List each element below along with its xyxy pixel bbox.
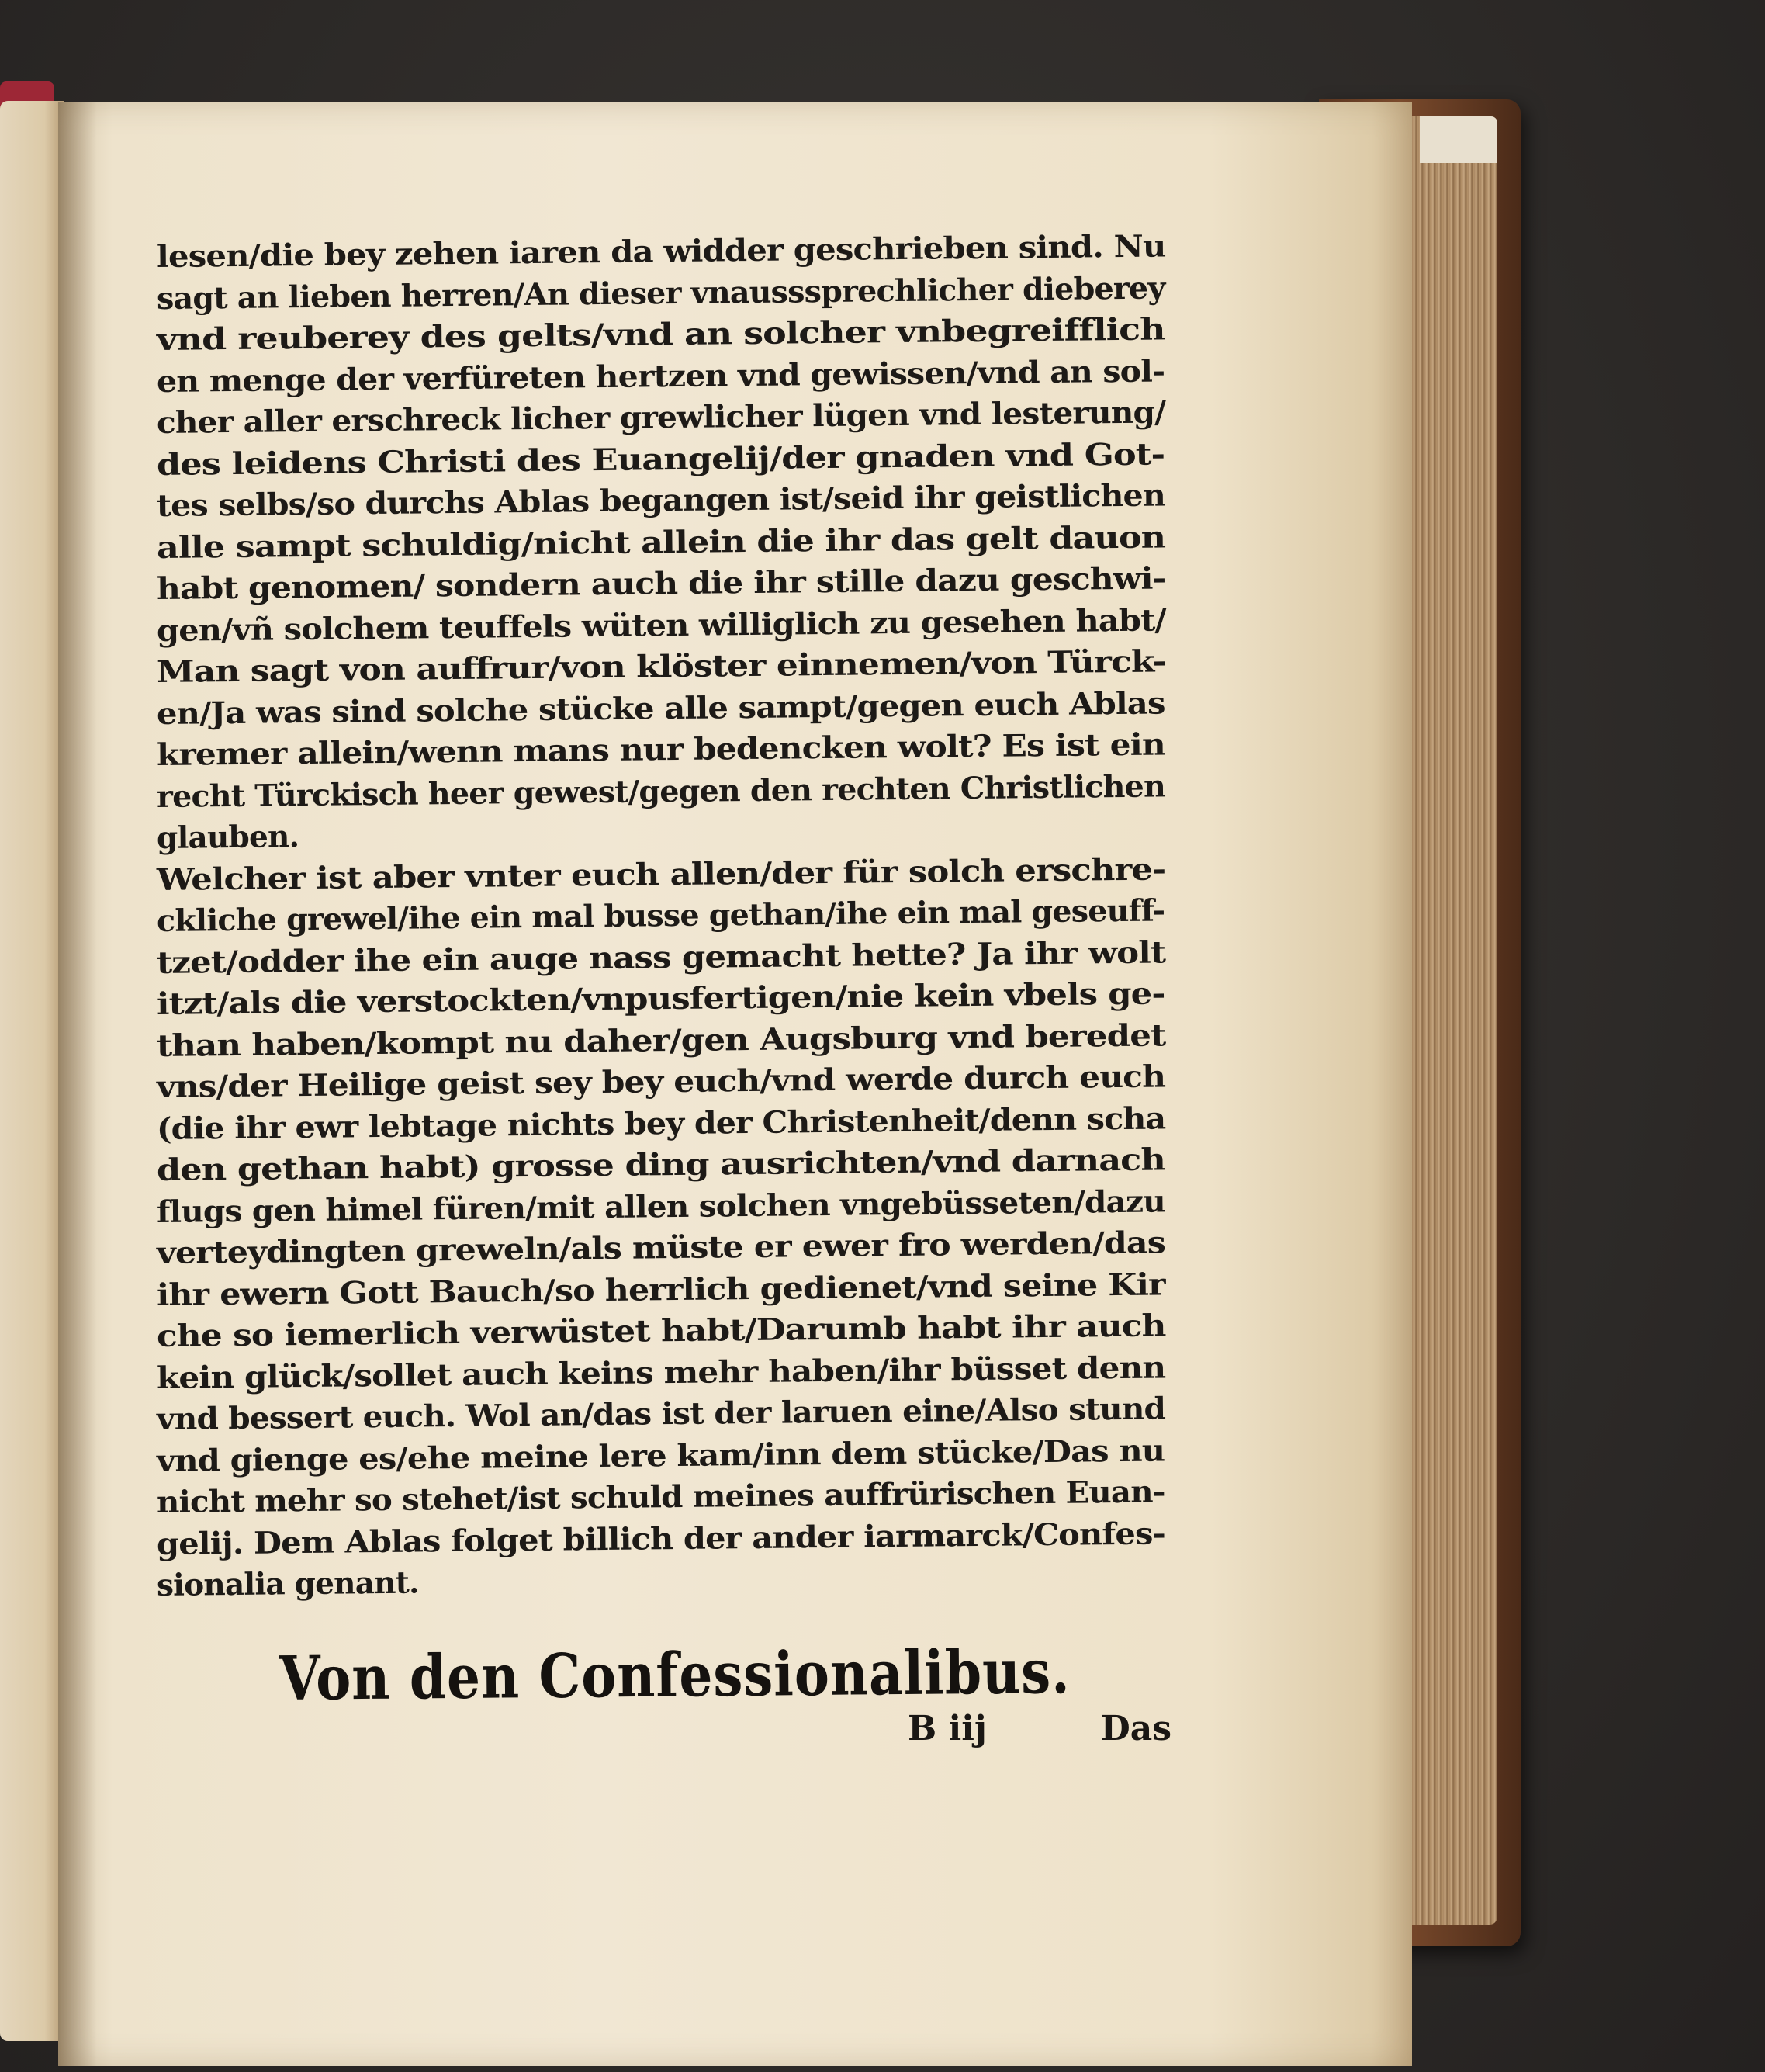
- text-line: vnd bessert euch. Wol an/das ist der laruen eine/Also stund: [156, 1391, 1166, 1437]
- text-line: flugs gen himel füren/mit allen solchen vngebüsseten/dazu: [156, 1183, 1166, 1230]
- text-line: Man sagt von auffrur/von klöster einnemen/von Türck-: [156, 643, 1167, 690]
- gutter-shadow: [58, 102, 97, 2066]
- text-line: habt genomen/ sondern auch die ihr stille dazu geschwi-: [156, 560, 1166, 607]
- text-line: Welcher ist aber vnter euch allen/der für solch erschre-: [156, 851, 1166, 898]
- text-line: gelij. Dem Ablas folget billich der ander iarmarck/Confes-: [156, 1515, 1166, 1562]
- text-line: gen/vñ solchem teuffels wüten williglich zu gesehen habt/: [156, 601, 1166, 649]
- text-line: sionalia genant.: [156, 1564, 419, 1603]
- text-line: vns/der Heilige geist sey bey euch/vnd werde durch euch: [156, 1059, 1166, 1105]
- section-heading: Von den Confessionalibus.: [279, 1637, 1071, 1714]
- text-line: tzet/odder ihe ein auge nass gemacht hette? Ja ihr wolt: [156, 934, 1166, 981]
- page-footer: [908, 1709, 1171, 1755]
- text-line: des leidens Christi des Euangelij/der gnaden vnd Got-: [156, 435, 1165, 483]
- page-stack-top: [1420, 116, 1497, 163]
- text-line: den gethan habt) grosse ding ausrichten/vnd darnach: [156, 1142, 1166, 1188]
- text-line: vnd gienge es/ehe meine lere kam/inn dem stücke/Das nu: [156, 1432, 1165, 1479]
- text-line: sagt an lieben herren/An dieser vnausssprechlicher dieberey: [156, 269, 1165, 317]
- text-line: ckliche grewel/ihe ein mal busse gethan/ihe ein mal geseuff-: [156, 892, 1165, 939]
- text-line: ihr ewern Gott Bauch/so herrlich gedienet/vnd seine Kir: [156, 1266, 1165, 1313]
- text-line: tes selbs/so durchs Ablas begangen ist/seid ihr geistlichen: [156, 477, 1166, 524]
- text-line: en/Ja was sind solche stücke alle sampt/gegen euch Ablas: [156, 684, 1165, 732]
- text-line: che so iemerlich verwüstet habt/Darumb habt ihr auch: [156, 1308, 1166, 1354]
- text-line: kein glück/sollet auch keins mehr haben/ihr büsset denn: [156, 1349, 1166, 1396]
- signature-mark: B iij: [908, 1709, 987, 1748]
- text-line: than haben/kompt nu daher/gen Augsburg vnd beredet: [156, 1017, 1166, 1064]
- text-line: lesen/die bey zehen iaren da widder geschrieben sind. Nu: [156, 228, 1166, 275]
- text-line: nicht mehr so stehet/ist schuld meines auffrürischen Euan-: [156, 1474, 1165, 1520]
- body-text: [156, 228, 1169, 1607]
- text-line: glauben.: [156, 819, 299, 856]
- text-line: verteydingten greweln/als müste er ewer fro werden/das: [156, 1225, 1166, 1271]
- text-line: itzt/als die verstockten/vnpusfertigen/nie kein vbels ge-: [156, 975, 1165, 1022]
- text-line: vnd reuberey des gelts/vnd an solcher vnbegreifflich: [156, 311, 1165, 358]
- text-line: alle sampt schuldig/nicht allein die ihr das gelt dauon: [156, 518, 1166, 566]
- left-page-strip: [0, 101, 64, 2041]
- text-line: cher aller erschreck licher grewlicher lügen vnd lesterung/: [156, 394, 1166, 441]
- text-line: en menge der verfüreten hertzen vnd gewissen/vnd an sol-: [156, 352, 1165, 400]
- text-line: kremer allein/wenn mans nur bedencken wolt? Es ist ein: [156, 726, 1166, 773]
- text-line: recht Türckisch heer gewest/gegen den rechten Christlichen: [156, 767, 1166, 815]
- text-line: (die ihr ewr lebtage nichts bey der Christenheit/denn scha: [156, 1100, 1166, 1147]
- catchword: Das: [1100, 1709, 1171, 1748]
